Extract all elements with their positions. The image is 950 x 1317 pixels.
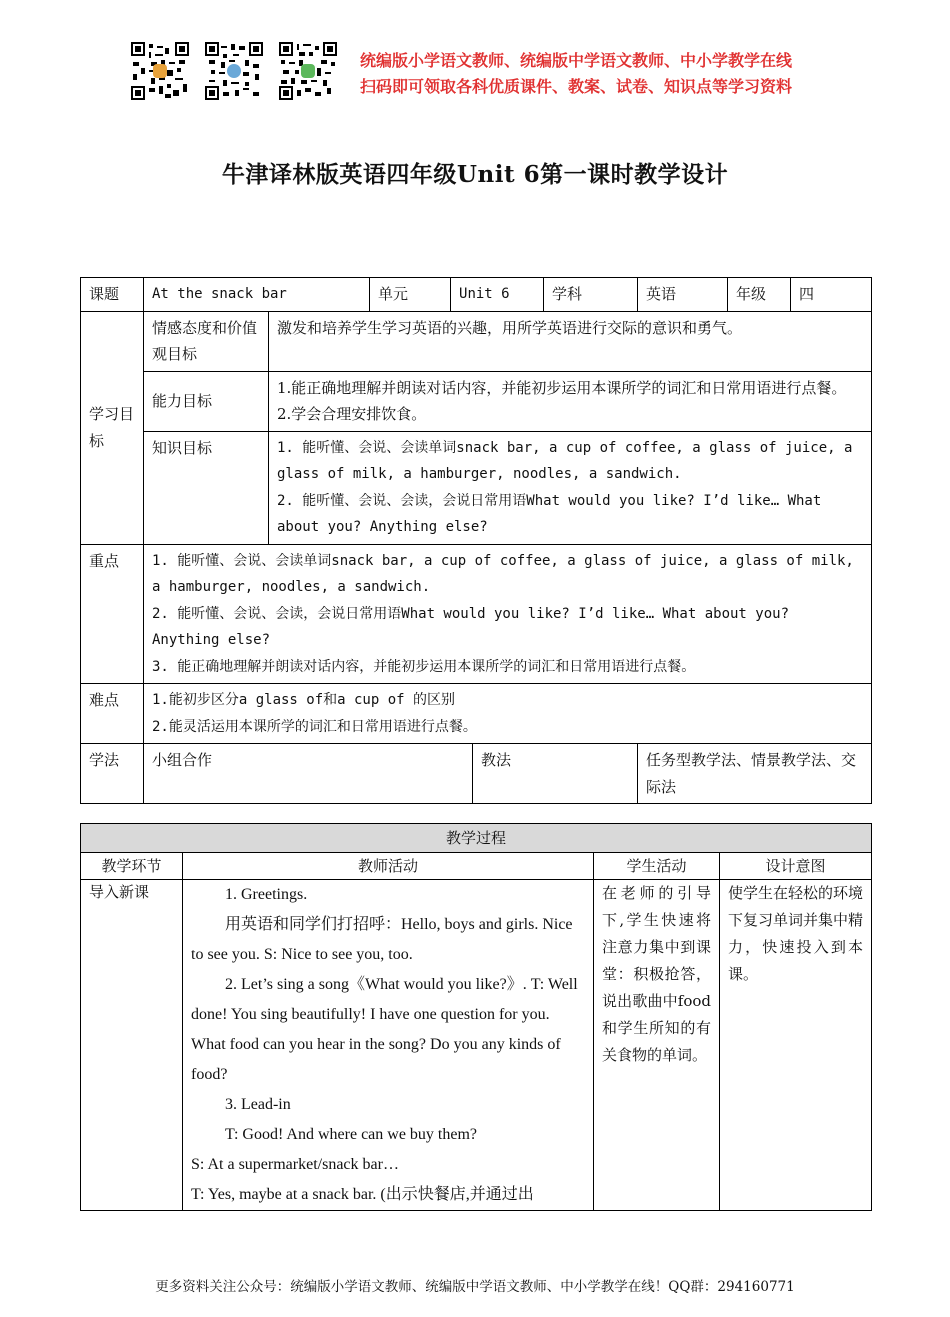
- qr-code-2: [205, 42, 263, 100]
- info-row: [81, 278, 872, 312]
- teacher-line-5: T: Good! And where can we buy them?: [225, 1126, 478, 1143]
- topic-label: 课题: [81, 278, 144, 312]
- key-points-row: [81, 544, 872, 684]
- teacher-line-4: 3. Lead-in: [225, 1096, 291, 1113]
- promo-banner: [360, 48, 792, 100]
- knowledge-goal-text: [269, 431, 872, 544]
- teaching-method-label: 教法: [473, 744, 638, 804]
- emotion-goal-text: 激发和培养学生学习英语的兴趣，用所学英语进行交际的意识和勇气。: [269, 311, 872, 371]
- difficulties-row: [81, 684, 872, 744]
- process-title-row: [81, 824, 872, 853]
- key-point-item-2: 2. 能听懂、会说、会读，会说日常用语What would you like? I’d like… What about you? Anything else?: [152, 605, 790, 648]
- teaching-process-table: [80, 823, 872, 1211]
- unit-value: Unit 6: [451, 278, 544, 312]
- col-header-stage: 教学环节: [81, 853, 183, 880]
- unit-label: 单元: [370, 278, 451, 312]
- knowledge-goal-label: 知识目标: [144, 431, 269, 544]
- learning-method-label: 学法: [81, 744, 144, 804]
- student-activity: 在老师的引导下,学生快速将注意力集中到课堂：积极抢答，说出歌曲中food和学生所知的有关食物的单词。: [594, 880, 720, 1211]
- process-title: 教学过程: [81, 824, 872, 853]
- ability-goal-text: [269, 371, 872, 431]
- lesson-info-table: [80, 277, 872, 804]
- teacher-line-6: S: At a supermarket/snack bar…: [191, 1156, 399, 1173]
- teacher-line-2: 用英语和同学们打招呼：Hello, boys and girls. Nice to see you. S: Nice to see you, too.: [191, 916, 573, 963]
- teacher-line-7: T: Yes, maybe at a snack bar. (出示快餐店,并通过出: [191, 1186, 534, 1203]
- ability-goal-item-1: 1.能正确地理解并朗读对话内容，并能初步运用本课所学的词汇和日常用语进行点餐。: [277, 378, 847, 397]
- qr-code-3: [279, 42, 337, 100]
- difficulties-label: 难点: [81, 684, 144, 744]
- learning-method-value: 小组合作: [144, 744, 473, 804]
- teacher-activity: [183, 880, 594, 1211]
- teacher-line-3: 2. Let’s sing a song《What would you like?》. T: Well done! You sing beautifully! I have one question for you. What food can you hear in the song? Do you any kinds of food?: [191, 976, 578, 1083]
- key-point-item-3: 3. 能正确地理解并朗读对话内容，并能初步运用本课所学的词汇和日常用语进行点餐。: [152, 658, 696, 675]
- teaching-method-value: 任务型教学法、情景教学法、交际法: [638, 744, 872, 804]
- qr-code-1: [131, 42, 189, 100]
- banner-line-2: 扫码即可领取各科优质课件、教案、试卷、知识点等学习资料: [360, 77, 793, 96]
- banner-line-1: 统编版小学语文教师、统编版中学语文教师、中小学教学在线: [360, 51, 793, 70]
- process-row-intro: [81, 880, 872, 1211]
- col-header-student: 学生活动: [594, 853, 720, 880]
- knowledge-goal-item-1: 1. 能听懂、会说、会读单词snack bar, a cup of coffee, a glass of juice, a glass of milk, a hamburger, noodles, a sandwich.: [277, 439, 853, 482]
- teacher-line-1: 1. Greetings.: [225, 886, 308, 903]
- goals-row-emotion: [81, 311, 872, 371]
- page-title: 牛津译林版英语四年级Unit 6第一课时教学设计: [221, 161, 729, 188]
- footer-note: 更多资料关注公众号：统编版小学语文教师、统编版中学语文教师、中小学教学在线！QQ群：294160771: [155, 1279, 795, 1295]
- difficulties-text: [144, 684, 872, 744]
- design-intent: 使学生在轻松的环境下复习单词并集中精力，快速投入到本课。: [720, 880, 872, 1211]
- difficulty-item-2: 2.能灵活运用本课所学的词汇和日常用语进行点餐。: [152, 718, 477, 735]
- col-header-intent: 设计意图: [720, 853, 872, 880]
- knowledge-goal-item-2: 2. 能听懂、会说、会读，会说日常用语What would you like? I’d like… What about you? Anything else?: [277, 492, 822, 535]
- key-points-label: 重点: [81, 544, 144, 684]
- methods-row: [81, 744, 872, 804]
- goals-label: 学习目标: [81, 311, 144, 544]
- emotion-goal-label: 情感态度和价值观目标: [144, 311, 269, 371]
- process-header-row: [81, 853, 872, 880]
- ability-goal-item-2: 2.学会合理安排饮食。: [277, 405, 427, 423]
- topic-value: At the snack bar: [144, 278, 370, 312]
- goals-row-ability: [81, 371, 872, 431]
- subject-label: 学科: [544, 278, 638, 312]
- goals-row-knowledge: [81, 431, 872, 544]
- key-points-text: [144, 544, 872, 684]
- subject-value: 英语: [638, 278, 728, 312]
- stage-intro: 导入新课: [81, 880, 183, 1211]
- grade-label: 年级: [728, 278, 791, 312]
- grade-value: 四: [791, 278, 872, 312]
- difficulty-item-1: 1.能初步区分a glass of和a cup of 的区别: [152, 692, 456, 708]
- ability-goal-label: 能力目标: [144, 371, 269, 431]
- col-header-teacher: 教师活动: [183, 853, 594, 880]
- key-point-item-1: 1. 能听懂、会说、会读单词snack bar, a cup of coffee, a glass of juice, a glass of milk, a hamburger, noodles, a sandwich.: [152, 552, 854, 595]
